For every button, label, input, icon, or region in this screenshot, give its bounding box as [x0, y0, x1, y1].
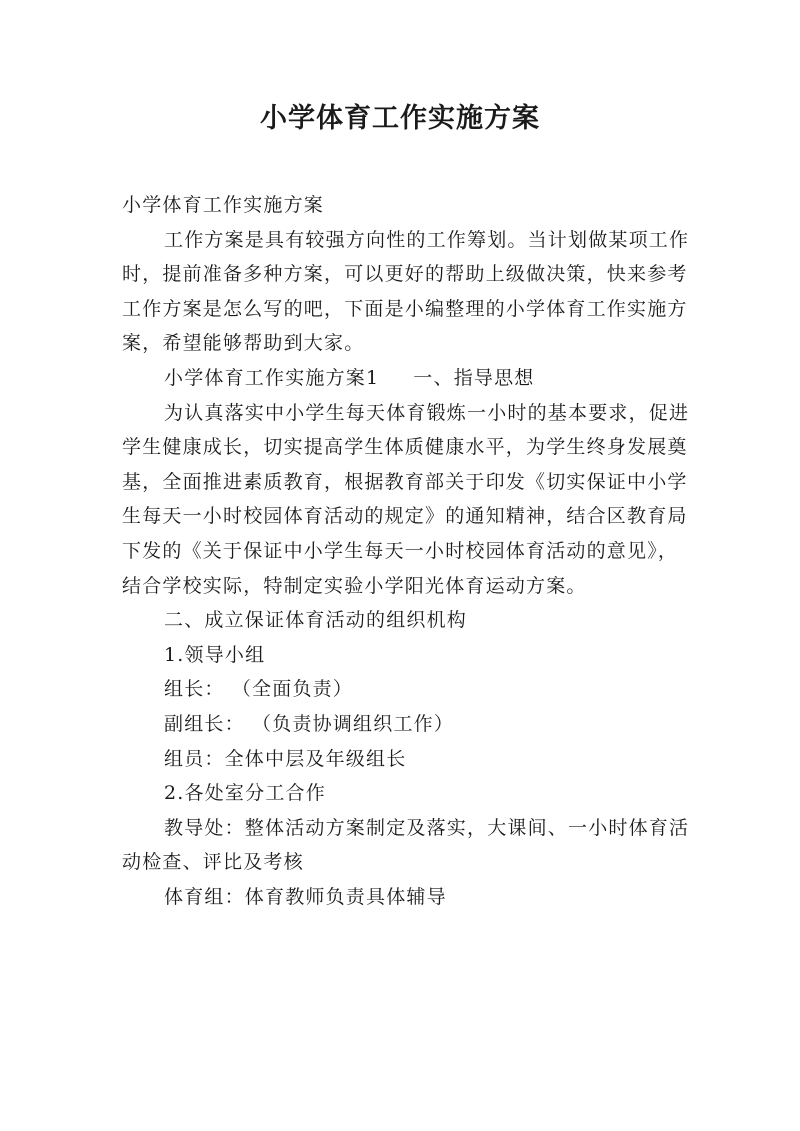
document-subtitle: 小学体育工作实施方案 — [122, 194, 325, 216]
pe-group-line: 体育组：体育教师负责具体辅导 — [164, 885, 447, 908]
document-title: 小学体育工作实施方案 — [260, 103, 540, 134]
intro-paragraph: 工作方案是具有较强方向性的工作筹划。当计划做某项工作时，提前准备多种方案，可以更好的帮助上级做决策，快来参考工作方案是怎么写的吧，下面是小编整理的小学体育工作实施方案，希望能够帮助到大家。 — [122, 228, 690, 355]
document-body — [122, 188, 692, 914]
sub1-heading: 1.领导小组 — [164, 643, 266, 666]
plan1-label: 小学体育工作实施方案1 — [164, 366, 380, 389]
plan1-line — [122, 361, 692, 396]
members-line: 组员：全体中层及年级组长 — [164, 747, 407, 770]
vice-leader-line: 副组长： （负责协调组织工作） — [164, 712, 455, 735]
section1-paragraph: 为认真落实中小学生每天体育锻炼一小时的基本要求，促进学生健康成长，切实提高学生体质健康水平，为学生终身发展奠基，全面推进素质教育，根据教育部关于印发《切实保证中小学生每天一小时校园体育活动的规定》的通知精神，结合区教育局下发的《关于保证中小学生每天一小时校园体育活动的意见》，结合学校实际，特制定实验小学阳光体育运动方案。 — [122, 401, 690, 597]
teaching-office-paragraph: 教导处：整体活动方案制定及落实，大课间、一小时体育活动检查、评比及考核 — [122, 816, 690, 874]
leader-line: 组长： （全面负责） — [164, 678, 354, 701]
sub2-heading: 2.各处室分工合作 — [164, 782, 326, 805]
section2-heading: 二、成立保证体育活动的组织机构 — [164, 609, 468, 632]
section1-heading: 一、指导思想 — [413, 366, 535, 389]
